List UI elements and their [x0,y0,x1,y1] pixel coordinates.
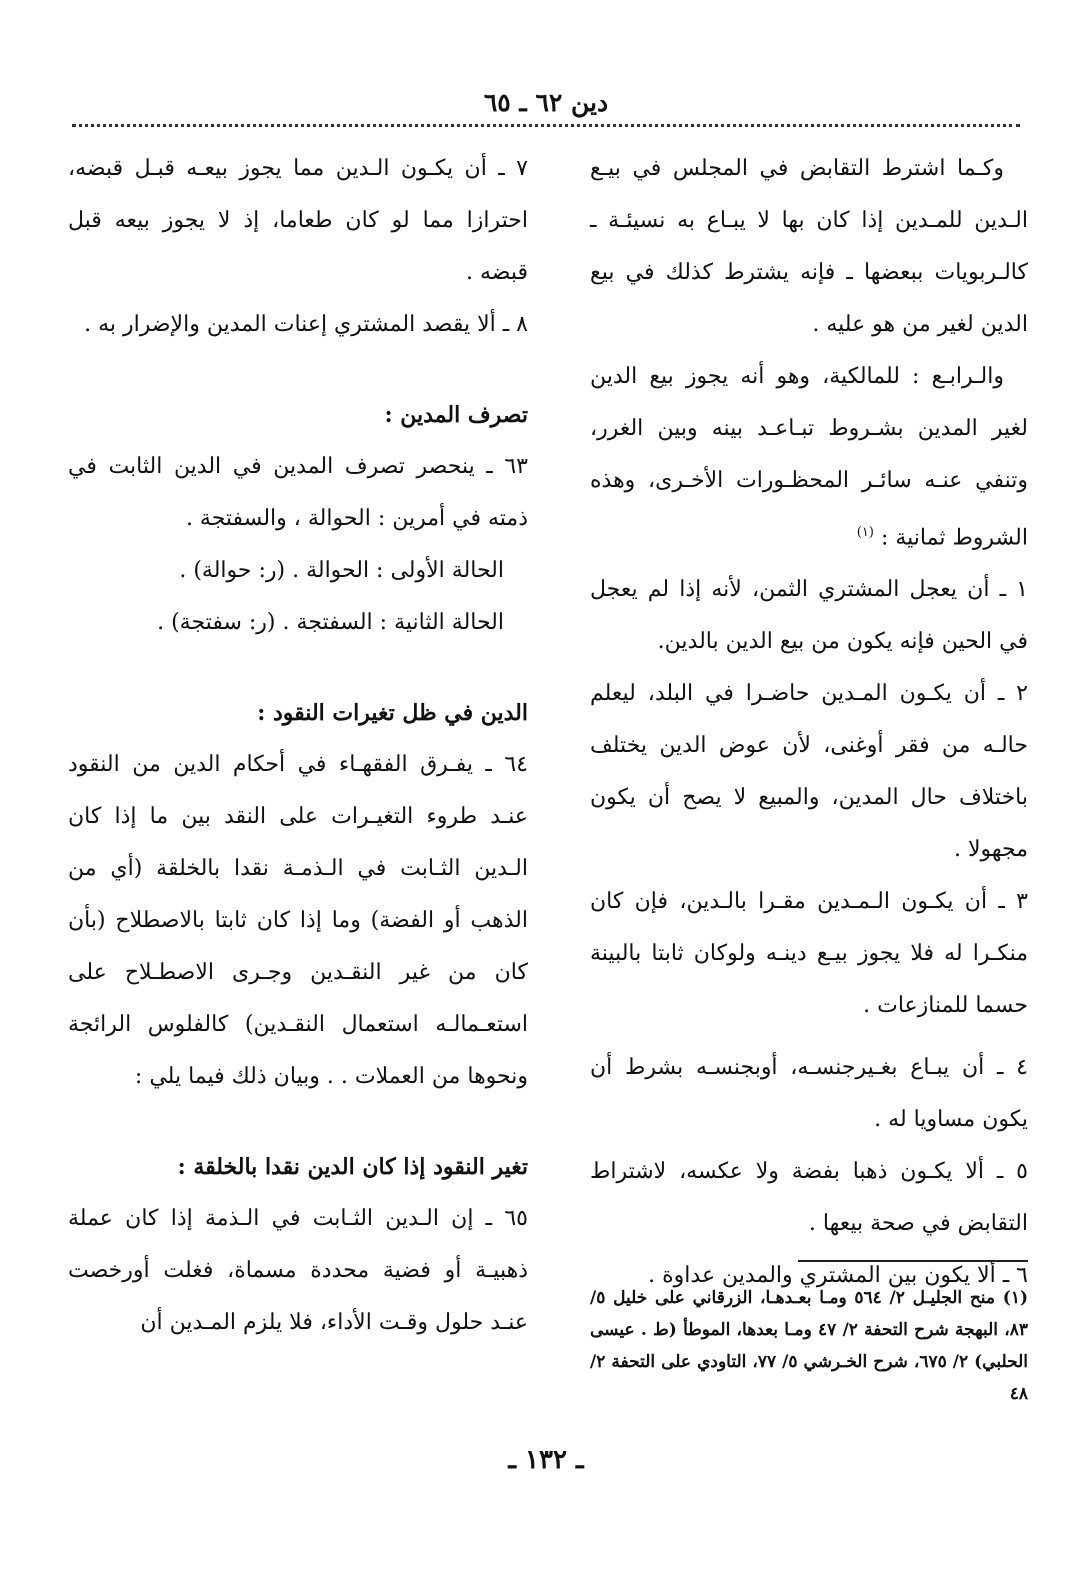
left-column [68,143,528,1349]
paragraph-text: والـرابـع : للمالكية، وهو أنه يجوز بيع الدين لغير المدين بشـروط تبـاعـد بينه وبين الغرر، وتنفي عنـه سائـر المحظـورات الأخـرى، وهذه الشروط ثمانية : [590,364,1028,551]
sub-item: الحالة الأولى : الحوالة . (ر: حوالة) . [179,558,504,583]
sub-item: الحالة الثانية : السفتجة . (ر: سفتجة) . [157,610,504,635]
footnote [590,1282,1028,1410]
section-heading: الدين في ظل تغيرات النقود : [257,700,528,726]
list-item: ٣ ـ أن يكـون الـمـدين مقـرا بالـدين، فإن كان منكـرا له فلا يجوز بيـع دينـه ولوكان ثابتا بالبينة حسما للمنازعات . [590,889,1028,1019]
list-item: ٥ ـ ألا يكـون ذهبا بفضة ولا عكسه، لاشتراط التقابض في صحة بيعها . [590,1159,1028,1237]
paragraph: وكـما اشترط التقابض في المجلس في بيـع الـدين للمـدين إذا كان بها لا يبـاع به نسيئـة ـ كالـربويات ببعضها ـ فإنه يشترط كذلك في بيع الدين لغير من هو عليه . [590,156,1028,337]
page-number: ـ ١٣٢ ـ [508,1445,584,1475]
list-item: ٤ ـ أن يبـاع بغـيرجنسـه، أوبجنسـه بشرط أن يكون مساويا له . [590,1055,1028,1133]
list-item: ٨ ـ ألا يقصد المشتري إعنات المدين والإضرار به . [84,312,528,337]
list-item: ١ ـ أن يعجل المشتري الثمن، لأنه إذا لم يعجل في الحين فإنه يكون من بيع الدين بالدين. [590,577,1028,655]
spacer [590,1032,1028,1042]
spacer [68,649,528,687]
paragraph: ٦٥ ـ إن الـدين الثـابت في الـذمة إذا كان عملة ذهبيـة أو فضية محددة مسماة، فغلت أورخصت عنـد حلول وقـت الأداء، فلا يلزم المـدين أن [68,1206,528,1335]
list-item: ٢ ـ أن يكـون المـدين حاضـرا في البلد، ليعلم حالـه من فقر أوغنى، لأن عوض الدين يختلف باختلاف حال المدين، والمبيع لا يصح أن يكون مجهولا . [590,681,1028,863]
footnote-divider [798,1260,1028,1262]
footnote-text: (١) منح الجليـل ٢/ ٥٦٤ ومـا بعـدهـا، الزرقاني على خليل ٥/ ٨٣، البهجة شرح التحفة ٢/ ٤٧ ومـا بعدها، الموطأ (ط . عيسى الحلبي) ٢/ ٦٧٥، شرح الخـرشي ٥/ ٧٧، التاودي على التحفة ٢/ ٤٨ [590,1288,1028,1404]
section-heading: تغير النقود إذا كان الدين نقدا بالخلقة : [177,1154,528,1180]
list-item: ٦ ـ ألا يكون بين المشتري والمدين عداوة . [648,1263,1028,1289]
list-item: ٧ ـ أن يكـون الـدين مما يجوز بيعـه قبـل قبضه، احترازا مما لو كان طعاما، إذ لا يجوز بيعه قبل قبضه . [68,156,528,285]
footnote-marker: (١) [856,525,874,540]
spacer [68,1103,528,1141]
section-heading: تصرف المدين : [384,402,528,428]
page-header: دين ٦٢ ـ ٦٥ [483,88,609,117]
right-column [590,143,1028,1302]
spacer [68,351,528,389]
paragraph: ٦٣ ـ ينحصر تصرف المدين في الدين الثابت في ذمته في أمرين : الحوالة ، والسفتجة . [68,454,528,531]
paragraph [590,351,1028,564]
header-divider [72,124,1020,127]
paragraph: ٦٤ ـ يفـرق الفقهـاء في أحكام الدين من النقود عنـد طروء التغيـرات على النقد بين ما إذا كان الـدين الثـابت في الـذمـة نقدا بالخلقة (أي من الذهب أو الفضة) وما إذا كان ثابتا بالاصطلاح (بأن كان من غير النقـدين وجـرى الاصطـلاح على استعـمالـه استعمال النقـدين) كالفلوس الرائجة ونحوها من العملات . . وبيان ذلك فيما يلي : [68,752,528,1089]
